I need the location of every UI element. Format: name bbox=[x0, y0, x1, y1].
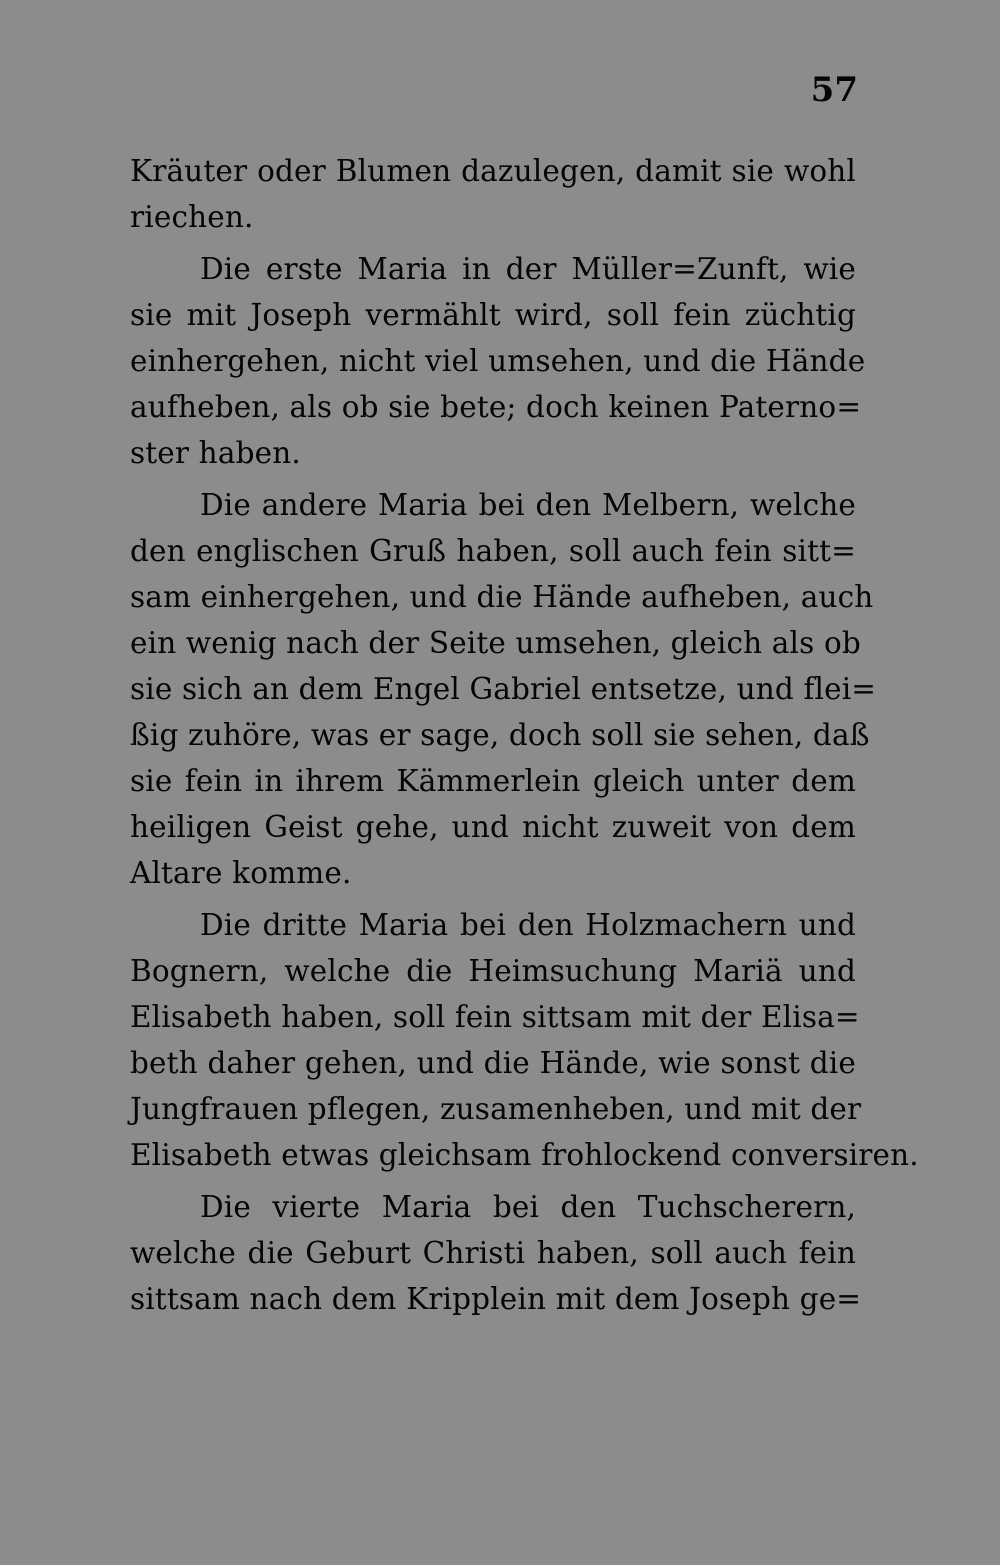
body-text bbox=[130, 148, 919, 1322]
text-line: Die andere Maria bei den Melbern, welche bbox=[200, 488, 856, 522]
page-number: 57 bbox=[810, 70, 858, 110]
text-line: Elisabeth etwas gleichsam frohlockend conversiren. bbox=[130, 1138, 919, 1172]
text-line: sittsam nach dem Kripplein mit dem Joseph ge= bbox=[130, 1282, 862, 1316]
text-line: ster haben. bbox=[130, 436, 301, 470]
text-line: einhergehen, nicht viel umsehen, und die Hände bbox=[130, 344, 866, 378]
text-line: Bognern, welche die Heimsuchung Mariä und bbox=[130, 954, 856, 988]
text-line: sie fein in ihrem Kämmerlein gleich unter dem bbox=[130, 764, 856, 798]
text-line: Die dritte Maria bei den Holzmachern und bbox=[200, 908, 856, 942]
paragraph-4 bbox=[130, 902, 919, 1178]
paragraph-1 bbox=[130, 148, 856, 240]
text-line: Die vierte Maria bei den Tuchscherern, bbox=[200, 1190, 856, 1224]
text-line: ßig zuhöre, was er sage, doch soll sie sehen, daß bbox=[130, 718, 870, 752]
text-line: Kräuter oder Blumen dazulegen, damit sie wohl bbox=[130, 154, 856, 188]
paragraph-3 bbox=[130, 482, 877, 896]
text-line: welche die Geburt Christi haben, soll auch fein bbox=[130, 1236, 856, 1270]
text-line: heiligen Geist gehe, und nicht zuweit von dem bbox=[130, 810, 856, 844]
text-line: sam einhergehen, und die Hände aufheben, auch bbox=[130, 580, 874, 614]
text-line: aufheben, als ob sie bete; doch keinen Paterno= bbox=[130, 390, 862, 424]
paragraph-5 bbox=[130, 1184, 862, 1322]
text-line: Altare komme. bbox=[130, 856, 352, 890]
text-line: Die erste Maria in der Müller=Zunft, wie bbox=[200, 252, 856, 286]
text-line: riechen. bbox=[130, 200, 254, 234]
text-line: beth daher gehen, und die Hände, wie sonst die bbox=[130, 1046, 856, 1080]
text-line: sie sich an dem Engel Gabriel entsetze, und flei= bbox=[130, 672, 877, 706]
paragraph-2 bbox=[130, 246, 866, 476]
text-line: Jungfrauen pflegen, zusamenheben, und mit der bbox=[130, 1092, 862, 1126]
text-line: sie mit Joseph vermählt wird, soll fein züchtig bbox=[130, 298, 856, 332]
text-line: ein wenig nach der Seite umsehen, gleich als ob bbox=[130, 626, 861, 660]
text-line: Elisabeth haben, soll fein sittsam mit der Elisa= bbox=[130, 1000, 860, 1034]
text-line: den englischen Gruß haben, soll auch fein sitt= bbox=[130, 534, 856, 568]
